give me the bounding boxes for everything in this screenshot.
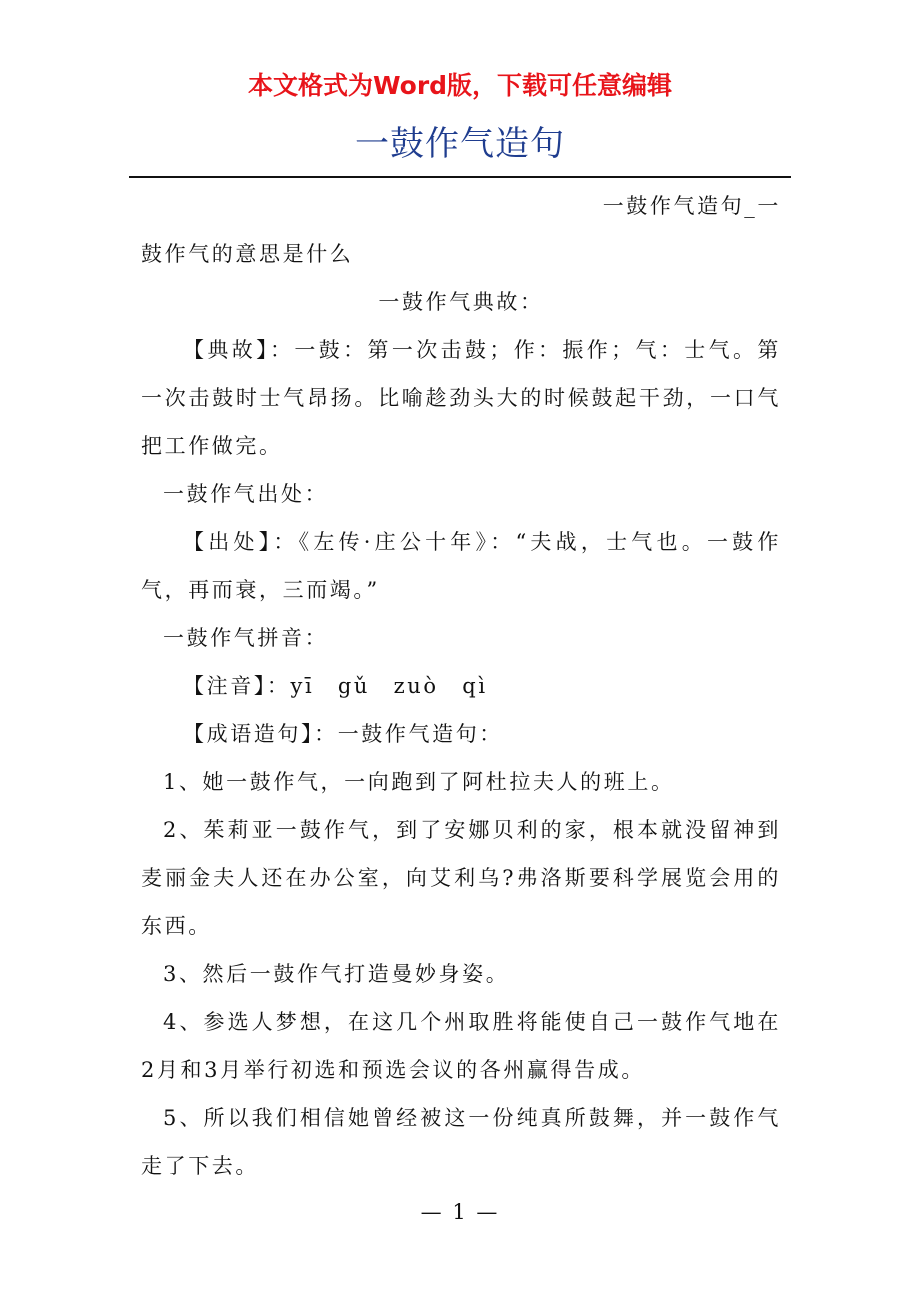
title-divider [129,176,791,178]
page-number: — 1 — [420,1200,500,1224]
example-sentence-4: 4、参选人梦想，在这几个州取胜将能使自己一鼓作气地在2月和3月举行初选和预选会议的各州赢得告成。 [141,1010,781,1082]
document-title: 一鼓作气造句 [355,124,565,164]
subtitle-line-2: 鼓作气的意思是什么 [141,242,354,266]
section-heading-zaoju: 【成语造句】：一鼓作气造句： [183,722,503,746]
example-sentence-1: 1、她一鼓作气，一向跑到了阿杜拉夫人的班上。 [163,770,675,794]
paragraph-diangu: 【典故】：一鼓：第一次击鼓；作：振作；气：士气。第一次击鼓时士气昂扬。比喻趁劲头大的时候鼓起干劲，一口气把工作做完。 [141,338,781,458]
section-heading-diangu: 一鼓作气典故： [378,290,544,314]
subtitle-line-1: 一鼓作气造句_一 [602,194,781,218]
example-sentence-3: 3、然后一鼓作气打造曼妙身姿。 [163,962,510,986]
section-heading-pinyin: 一鼓作气拼音： [163,626,329,650]
document-body [141,182,781,1190]
example-sentence-2: 2、茱莉亚一鼓作气，到了安娜贝利的家，根本就没留神到麦丽金夫人还在办公室，向艾利乌?弗洛斯要科学展览会用的东西。 [141,818,781,938]
paragraph-chuchu: 【出处】：《左传·庄公十年》：“夫战，士气也。一鼓作气，再而衰，三而竭。” [141,530,781,602]
format-notice-banner: 本文格式为Word版，下载可任意编辑 [247,71,673,100]
example-sentence-5: 5、所以我们相信她曾经被这一份纯真所鼓舞，并一鼓作气走了下去。 [141,1106,781,1178]
section-heading-chuchu: 一鼓作气出处： [163,482,329,506]
paragraph-pinyin: 【注音】：yī gǔ zuò qì [183,674,488,698]
